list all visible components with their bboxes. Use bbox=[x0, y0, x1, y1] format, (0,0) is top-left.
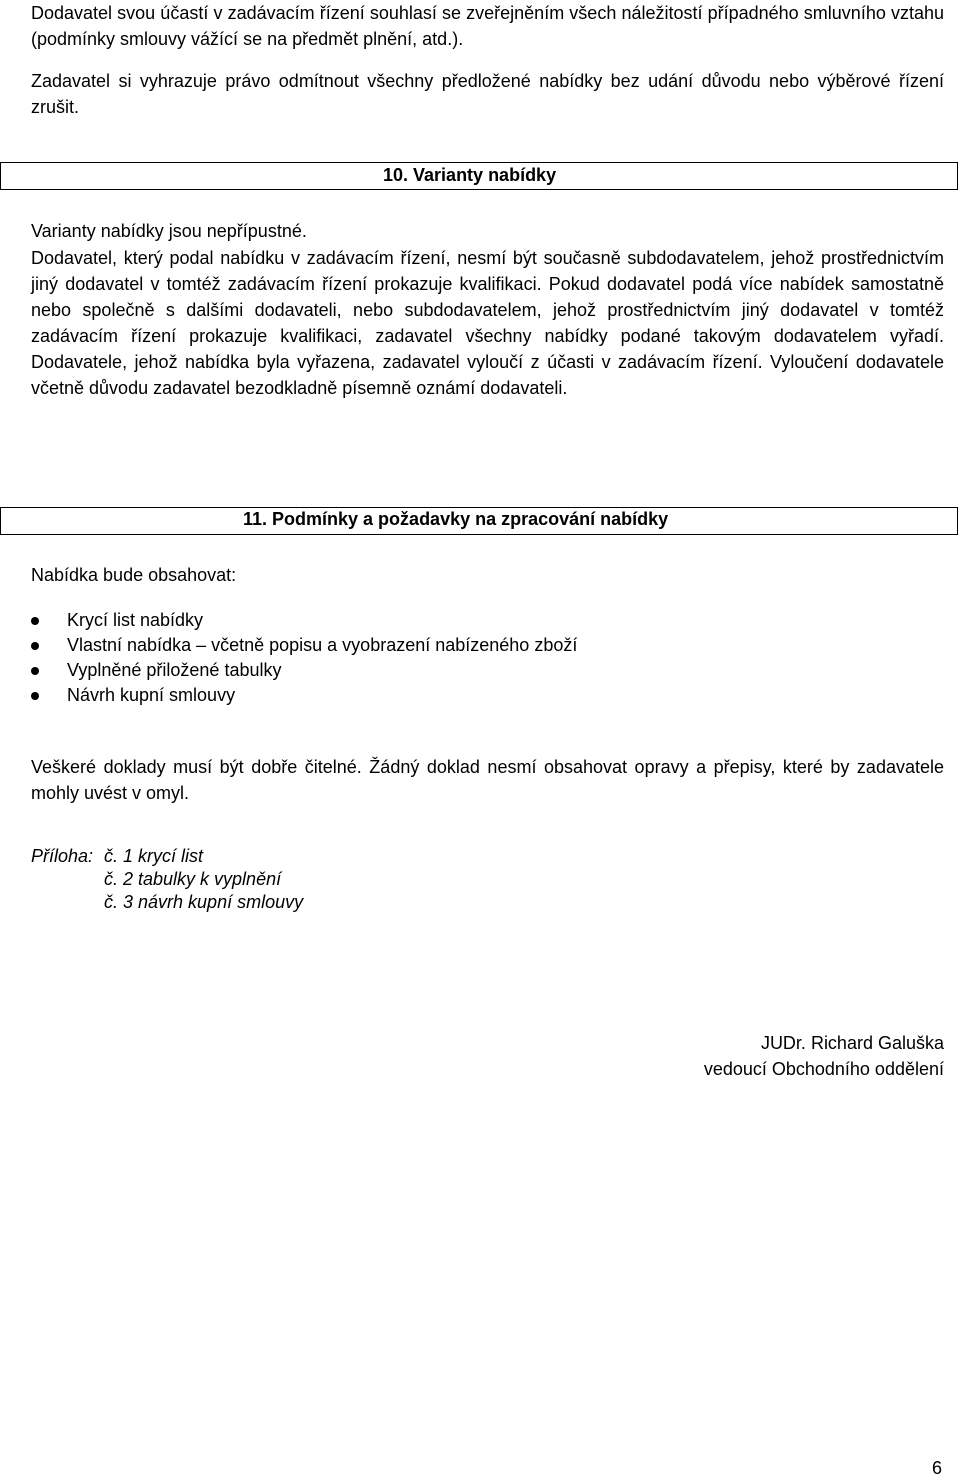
list-item: Vlastní nabídka – včetně popisu a vyobrazení nabízeného zboží bbox=[31, 633, 577, 658]
section-11-paragraph-2: Veškeré doklady musí být dobře čitelné. Žádný doklad nesmí obsahovat opravy a přepisy, které by zadavatele mohly uvést v omyl. bbox=[31, 757, 944, 803]
signature-name: JUDr. Richard Galuška bbox=[760, 1033, 944, 1053]
intro-paragraph-2: Zadavatel si vyhrazuje právo odmítnout všechny předložené nabídky bez udání důvodu nebo výběrové řízení zrušit. bbox=[31, 71, 944, 117]
attachment-item: č. 2 tabulky k vyplnění bbox=[104, 869, 282, 889]
page-number: 6 bbox=[932, 1458, 943, 1478]
requirements-list bbox=[31, 608, 577, 708]
attachments-label: Příloha: bbox=[31, 846, 94, 866]
signature-role: vedoucí Obchodního oddělení bbox=[703, 1059, 944, 1079]
bullet-icon bbox=[31, 642, 39, 650]
section-10-paragraph-1: Varianty nabídky jsou nepřípustné. bbox=[31, 221, 307, 241]
attachment-item: č. 3 návrh kupní smlouvy bbox=[104, 892, 304, 912]
bullet-icon bbox=[31, 692, 39, 700]
intro-paragraph-1: Dodavatel svou účastí v zadávacím řízení souhlasí se zveřejněním všech náležitostí případného smluvního vztahu (podmínky smlouvy vážící se na předmět plnění, atd.). bbox=[31, 3, 944, 49]
bullet-icon bbox=[31, 617, 39, 625]
list-item: Vyplněné přiložené tabulky bbox=[31, 658, 577, 683]
section-10-paragraph-2: Dodavatel, který podal nabídku v zadávacím řízení, nesmí být současně subdodavatelem, jehož prostřednictvím jiný dodavatel v tomtéž zadávacím řízení prokazuje kvalifikaci. Pokud dodavatel podá více nabídek samostatně nebo společně s dalšími dodavateli, nebo subdodavatelem, jehož prostřednictvím jiný dodavatel v tomtéž zadávacím řízení prokazuje kvalifikaci, zadavatel všechny nabídky podané takovým dodavatelem vyřadí. Dodavatele, jehož nabídka byla vyřazena, zadavatel vyloučí z účasti v zadávacím řízení. Vyloučení dodavatele včetně důvodu zadavatel bezodkladně písemně oznámí dodavateli. bbox=[31, 248, 944, 398]
attachment-item: č. 1 krycí list bbox=[104, 846, 204, 866]
attachments bbox=[31, 845, 303, 914]
list-item: Krycí list nabídky bbox=[31, 608, 577, 633]
section-10-title: 10. Varianty nabídky bbox=[383, 165, 557, 185]
section-11-title: 11. Podmínky a požadavky na zpracování nabídky bbox=[243, 509, 669, 529]
bullet-icon bbox=[31, 667, 39, 675]
section-11-intro: Nabídka bude obsahovat: bbox=[31, 565, 237, 585]
list-item: Návrh kupní smlouvy bbox=[31, 683, 577, 708]
signature-block bbox=[704, 1030, 944, 1082]
